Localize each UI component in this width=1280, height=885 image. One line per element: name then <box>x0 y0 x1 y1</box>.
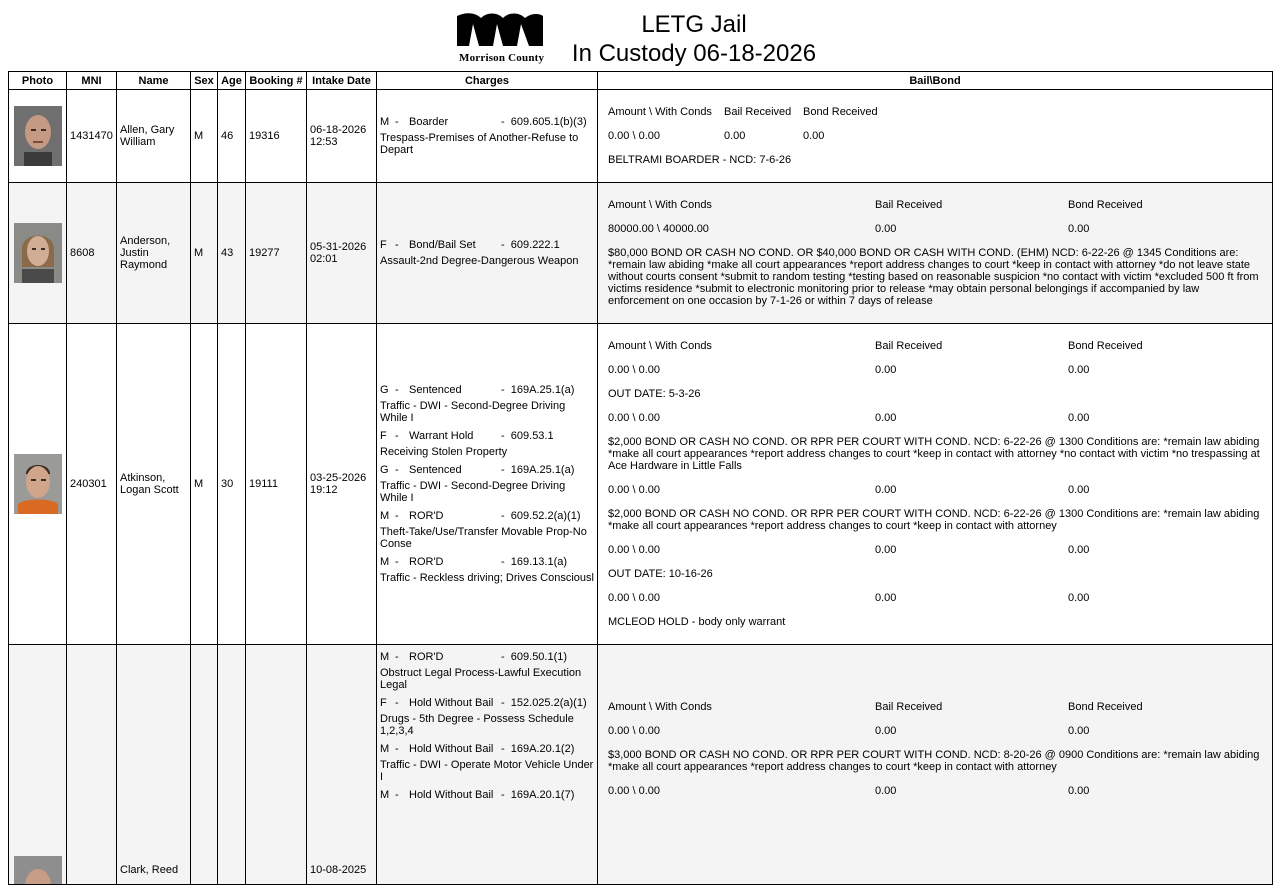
photo-cell <box>9 324 67 645</box>
bail-note: MCLEOD HOLD - body only warrant <box>608 616 786 628</box>
mugshot-photo <box>14 856 62 884</box>
name-cell: Anderson, Justin Raymond <box>117 183 191 324</box>
table-row <box>9 324 1273 645</box>
photo-cell <box>9 90 67 183</box>
bail-cell <box>598 645 1273 885</box>
col-header-booking: Booking # <box>246 72 307 90</box>
table-row <box>9 183 1273 324</box>
bail-note: $80,000 BOND OR CASH NO COND. OR $40,000 BOND OR CASH WITH COND. (EHM) NCD: 6-22-26 @ 1345 Conditions are: *remain law abiding *make all court appearances *report address changes to court *keep in contact with attorney *do not leave state without courts consent *submit to random testing *testing based on reasonable suspicion *no contact with victim *excluded 500 ft from victims residence *submit to electronic monitoring prior to release *may obtain personal belongings if accompanied by law enforcement on one occasion by 7-1-26 or within 7 days of release <box>608 247 1259 307</box>
bail-values: 0.00 \ 0.00 0.00 0.00 <box>608 592 1090 604</box>
age-cell: 43 <box>218 183 246 324</box>
charges-cell <box>377 324 598 645</box>
bail-values: 0.00 \ 0.00 0.00 0.00 <box>608 484 1090 496</box>
booking-cell <box>246 645 307 885</box>
intake-cell: 10-08-2025 <box>307 645 377 885</box>
col-header-name: Name <box>117 72 191 90</box>
charge-item: M - ROR'D - 609.52.2(a)(1) Theft-Take/Use/Transfer Movable Prop-No Conse <box>380 510 587 550</box>
bail-note: BELTRAMI BOARDER - NCD: 7-6-26 <box>608 154 792 166</box>
table-header-row <box>9 72 1273 90</box>
age-cell <box>218 645 246 885</box>
age-cell: 46 <box>218 90 246 183</box>
charge-item: F - Bond/Bail Set - 609.222.1 Assault-2nd Degree-Dangerous Weapon <box>380 239 579 267</box>
charge-item: M - Hold Without Bail - 169A.20.1(7) <box>380 789 575 801</box>
charge-item: M - Hold Without Bail - 169A.20.1(2) Traffic - DWI - Operate Motor Vehicle Under I <box>380 743 594 783</box>
bail-note: $2,000 BOND OR CASH NO COND. OR RPR PER COURT WITH COND. NCD: 6-22-26 @ 1300 Conditions are: *remain law abiding *make all court appearances *report address changes to court *keep in contact with attorney <box>608 508 1260 532</box>
col-header-age: Age <box>218 72 246 90</box>
table-row <box>9 645 1273 885</box>
bail-note: $3,000 BOND OR CASH NO COND. OR RPR PER COURT WITH COND. NCD: 8-20-26 @ 0900 Conditions are: *remain law abiding *make all court appearances *report address changes to court *keep in contact with attorney <box>608 749 1260 773</box>
bail-cell <box>598 324 1273 645</box>
bail-values: 0.00 \ 0.00 0.00 0.00 <box>608 130 825 142</box>
bail-note: OUT DATE: 10-16-26 <box>608 568 713 580</box>
name-cell: Atkinson, Logan Scott <box>117 324 191 645</box>
intake-cell: 06-18-2026 12:53 <box>307 90 377 183</box>
custody-table <box>8 71 1273 885</box>
mni-cell <box>67 645 117 885</box>
name-cell: Clark, Reed <box>117 645 191 885</box>
sex-cell <box>191 645 218 885</box>
booking-cell: 19111 <box>246 324 307 645</box>
charge-item: F - Hold Without Bail - 152.025.2(a)(1) Drugs - 5th Degree - Possess Schedule 1,2,3,4 <box>380 697 587 737</box>
mugshot-photo <box>14 106 62 166</box>
logo-text: Morrison County <box>459 52 545 64</box>
mni-cell: 1431470 <box>67 90 117 183</box>
col-header-sex: Sex <box>191 72 218 90</box>
sex-cell: M <box>191 90 218 183</box>
logo-mark-icon <box>455 10 547 50</box>
charge-item: M - Boarder - 609.605.1(b)(3) Trespass-Premises of Another-Refuse to Depart <box>380 116 587 156</box>
bail-labels: Amount \ With Conds Bail Received Bond Received <box>608 340 1143 352</box>
bail-note: $2,000 BOND OR CASH NO COND. OR RPR PER COURT WITH COND. NCD: 6-22-26 @ 1300 Conditions are: *remain law abiding *make all court appearances *report address changes to court *keep in contact with attorney *no contact with victim *no trespassing at Ace Hardware in Little Falls <box>608 436 1260 472</box>
col-header-mni: MNI <box>67 72 117 90</box>
bail-values: 0.00 \ 0.00 0.00 0.00 <box>608 785 1090 797</box>
col-header-bail: Bail\Bond <box>598 72 1273 90</box>
bail-cell <box>598 90 1273 183</box>
mni-cell: 8608 <box>67 183 117 324</box>
bail-labels: Amount \ With Conds Bail Received Bond Received <box>608 199 1143 211</box>
photo-cell <box>9 183 67 324</box>
bail-values: 80000.00 \ 40000.00 0.00 0.00 <box>608 223 1090 235</box>
intake-cell: 03-25-2026 19:12 <box>307 324 377 645</box>
age-cell: 30 <box>218 324 246 645</box>
mni-cell: 240301 <box>67 324 117 645</box>
charge-item: G - Sentenced - 169A.25.1(a) Traffic - DWI - Second-Degree Driving While I <box>380 464 575 504</box>
bail-values: 0.00 \ 0.00 0.00 0.00 <box>608 412 1090 424</box>
charge-item: F - Warrant Hold - 609.53.1 Receiving Stolen Property <box>380 430 554 458</box>
mugshot-photo <box>14 454 62 514</box>
sex-cell: M <box>191 324 218 645</box>
charges-cell <box>377 90 598 183</box>
page-subtitle: In Custody 06-18-2026 <box>571 40 817 67</box>
name-cell: Allen, Gary William <box>117 90 191 183</box>
table-row <box>9 90 1273 183</box>
bail-labels: Amount \ With Conds Bail Received Bond Received <box>608 106 878 118</box>
bail-values: 0.00 \ 0.00 0.00 0.00 <box>608 544 1090 556</box>
col-header-photo: Photo <box>9 72 67 90</box>
charges-cell <box>377 183 598 324</box>
mugshot-photo <box>14 223 62 283</box>
bail-values: 0.00 \ 0.00 0.00 0.00 <box>608 364 1090 376</box>
bail-note: OUT DATE: 5-3-26 <box>608 388 701 400</box>
charges-cell <box>377 645 598 885</box>
photo-cell <box>9 645 67 885</box>
bail-values: 0.00 \ 0.00 0.00 0.00 <box>608 725 1090 737</box>
booking-cell: 19316 <box>246 90 307 183</box>
col-header-intake: Intake Date <box>307 72 377 90</box>
bail-labels: Amount \ With Conds Bail Received Bond Received <box>608 701 1143 713</box>
charge-item: M - ROR'D - 169.13.1(a) Traffic - Reckless driving; Drives Consciousl <box>380 556 594 584</box>
intake-cell: 05-31-2026 02:01 <box>307 183 377 324</box>
booking-cell: 19277 <box>246 183 307 324</box>
sex-cell: M <box>191 183 218 324</box>
report-header <box>0 0 1280 70</box>
col-header-charges: Charges <box>377 72 598 90</box>
charge-item: M - ROR'D - 609.50.1(1) Obstruct Legal Process-Lawful Execution Legal <box>380 651 582 691</box>
bail-cell <box>598 183 1273 324</box>
charge-item: G - Sentenced - 169A.25.1(a) Traffic - DWI - Second-Degree Driving While I <box>380 384 575 424</box>
page-title: LETG Jail <box>641 11 747 38</box>
